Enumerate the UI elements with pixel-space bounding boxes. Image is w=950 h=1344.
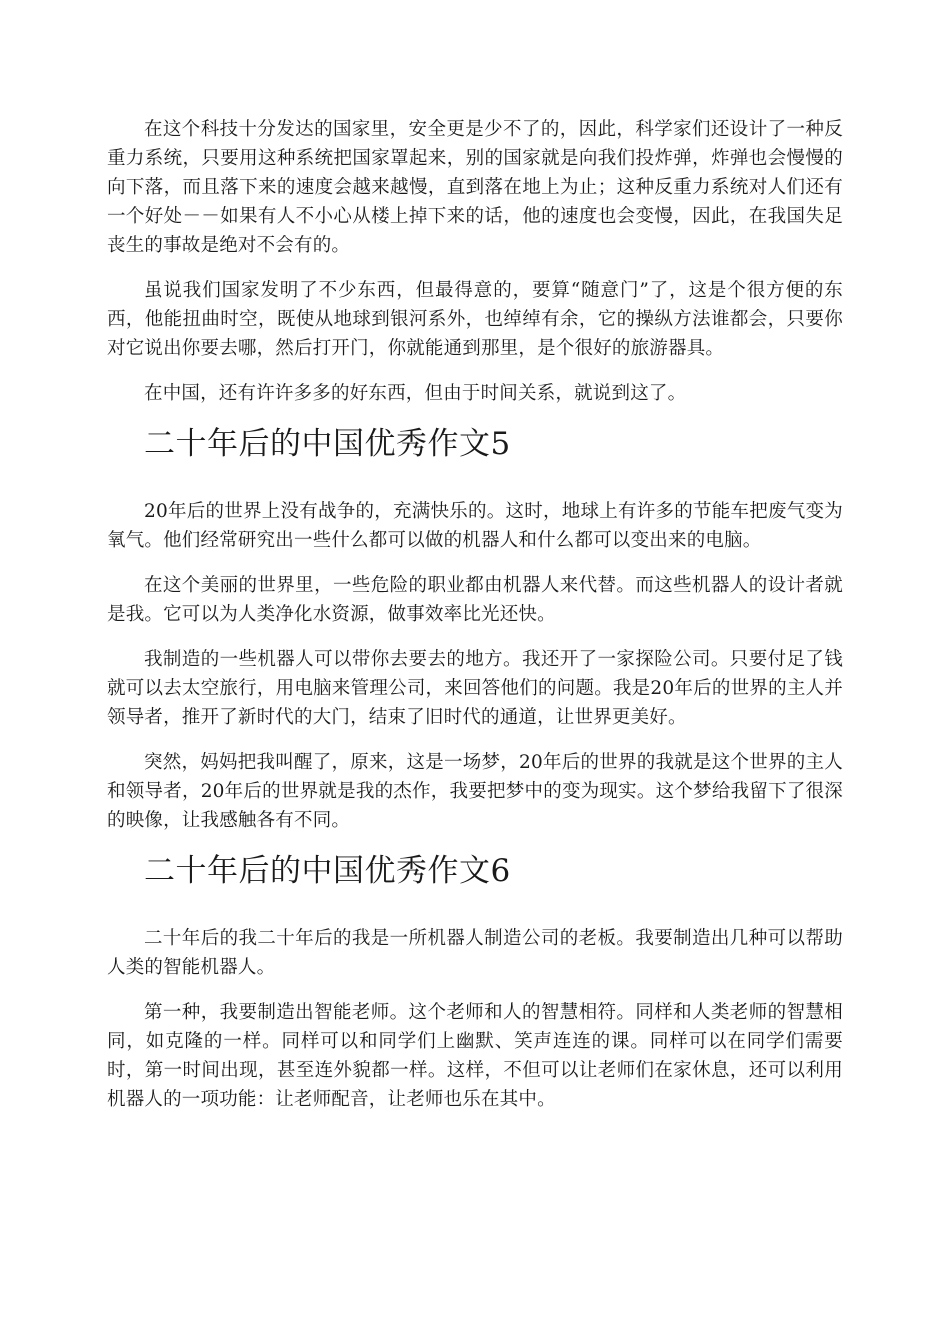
paragraph: 在这个科技十分发达的国家里，安全更是少不了的，因此，科学家们还设计了一种反重力系统，只要用这种系统把国家罩起来，别的国家就是向我们投炸弹，炸弹也会慢慢的向下落，而且落下来的速度会越来越慢，直到落在地上为止；这种反重力系统对人们还有一个好处－－如果有人不小心从楼上掉下来的话，他的速度也会变慢，因此，在我国失足丧生的事故是绝对不会有的。 xyxy=(107,119,843,256)
paragraph: 二十年后的我二十年后的我是一所机器人制造公司的老板。我要制造出几种可以帮助人类的智能机器人。 xyxy=(107,928,843,978)
document-page xyxy=(107,115,843,1130)
paragraph: 在中国，还有许许多多的好东西，但由于时间关系，就说到这了。 xyxy=(144,383,687,404)
paragraph: 第一种，我要制造出智能老师。这个老师和人的智慧相符。同样和人类老师的智慧相同，如克隆的一样。同样可以和同学们上幽默、笑声连连的课。同样可以在同学们需要时，第一时间出现，甚至连外貌都一样。这样，不但可以让老师们在家休息，还可以利用机器人的一项功能：让老师配音，让老师也乐在其中。 xyxy=(107,1002,843,1110)
section-heading: 二十年后的中国优秀作文5 xyxy=(144,426,511,462)
section-heading: 二十年后的中国优秀作文6 xyxy=(144,853,511,889)
paragraph: 在这个美丽的世界里，一些危险的职业都由机器人来代替。而这些机器人的设计者就是我。它可以为人类净化水资源，做事效率比光还快。 xyxy=(107,575,843,625)
paragraph: 突然，妈妈把我叫醒了，原来，这是一场梦，20年后的世界的我就是这个世界的主人和领导者，20年后的世界就是我的杰作，我要把梦中的变为现实。这个梦给我留下了很深的映像，让我感触各有不同。 xyxy=(107,752,843,831)
paragraph: 我制造的一些机器人可以带你去要去的地方。我还开了一家探险公司。只要付足了钱就可以去太空旅行，用电脑来管理公司，来回答他们的问题。我是20年后的世界的主人并领导者，推开了新时代的大门，结束了旧时代的通道，让世界更美好。 xyxy=(107,649,843,728)
paragraph: 虽说我们国家发明了不少东西，但最得意的，要算“随意门”了，这是个很方便的东西，他能扭曲时空，既使从地球到银河系外，也绰绰有余，它的操纵方法谁都会，只要你对它说出你要去哪，然后打开门，你就能通到那里，是个很好的旅游器具。 xyxy=(107,280,843,359)
paragraph: 20年后的世界上没有战争的，充满快乐的。这时，地球上有许多的节能车把废气变为氧气。他们经常研究出一些什么都可以做的机器人和什么都可以变出来的电脑。 xyxy=(107,501,843,551)
